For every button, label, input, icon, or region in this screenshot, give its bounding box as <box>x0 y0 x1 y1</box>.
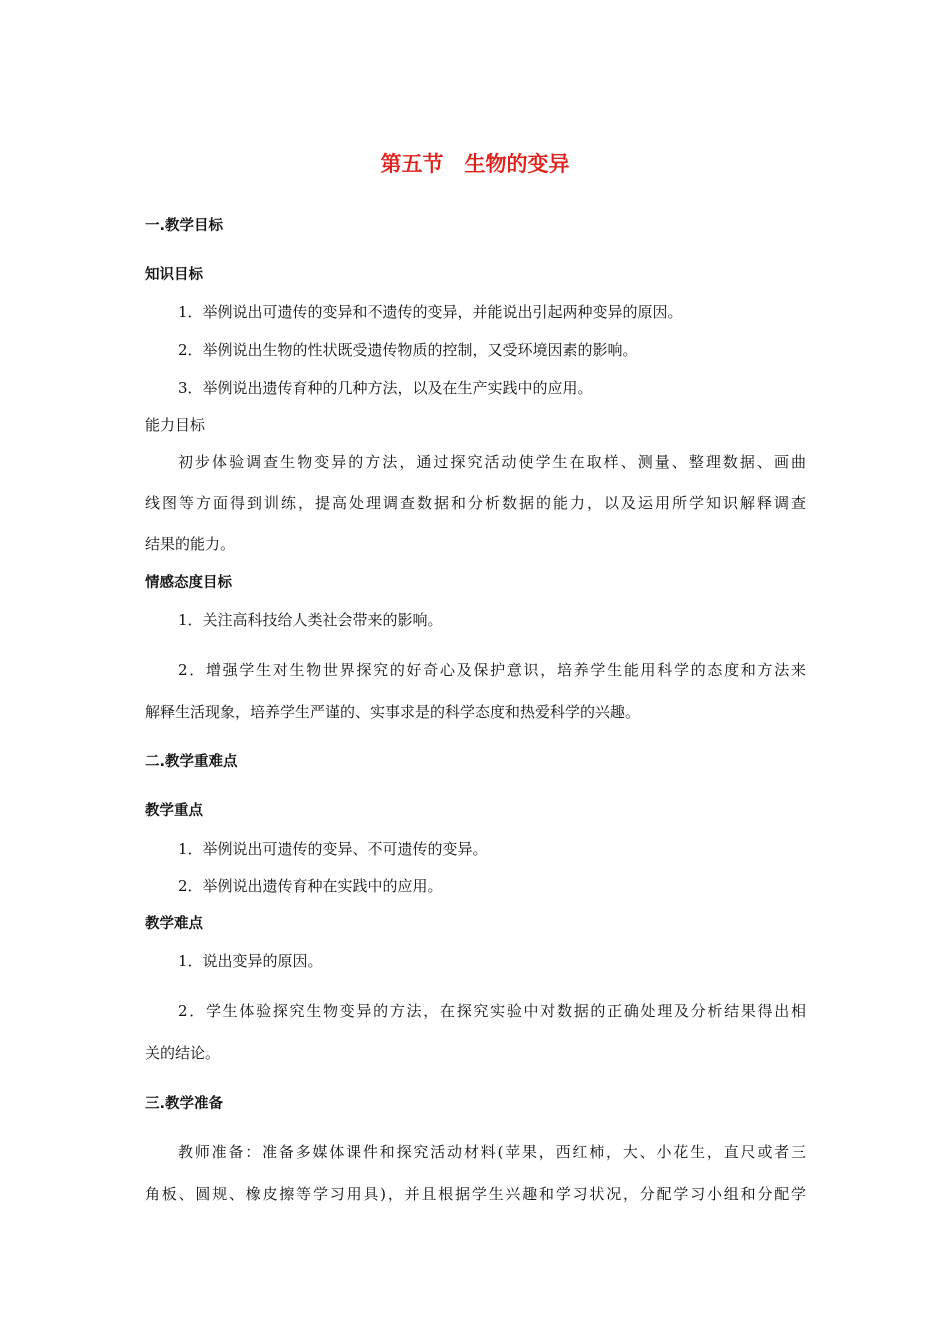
subheading-difficult: 教学难点 <box>145 916 203 932</box>
subheading-key: 教学重点 <box>145 803 203 819</box>
list-item: 1．举例说出可遗传的变异和不遗传的变异，并能说出引起两种变异的原因。 <box>178 303 683 321</box>
paragraph-line: 2．学生体验探究生物变异的方法，在探究实验中对数据的正确处理及分析结果得出相 <box>178 1002 806 1020</box>
list-item: 1．说出变异的原因。 <box>178 952 323 970</box>
paragraph-line: 关的结论。 <box>145 1044 221 1062</box>
subheading-knowledge: 知识目标 <box>145 267 203 283</box>
paragraph-line: 初步体验调查生物变异的方法，通过探究活动使学生在取样、测量、整理数据、画曲 <box>178 453 806 471</box>
section-heading-key-difficult: 二.教学重难点 <box>145 754 238 770</box>
paragraph-line: 教师准备：准备多媒体课件和探究活动材料(苹果，西红柿，大、小花生，直尺或者三 <box>178 1143 806 1161</box>
section-heading-preparation: 三.教学准备 <box>145 1096 224 1112</box>
paragraph-line: 2．增强学生对生物世界探究的好奇心及保护意识，培养学生能用科学的态度和方法来 <box>178 661 806 679</box>
list-item: 1．关注高科技给人类社会带来的影响。 <box>178 611 443 629</box>
subheading-ability: 能力目标 <box>145 416 206 434</box>
list-item: 1．举例说出可遗传的变异、不可遗传的变异。 <box>178 840 488 858</box>
paragraph-line: 角板、圆规、橡皮擦等学习用具)，并且根据学生兴趣和学习状况，分配学习小组和分配学 <box>145 1185 806 1203</box>
subheading-emotion: 情感态度目标 <box>145 575 232 591</box>
paragraph-line: 线图等方面得到训练，提高处理调查数据和分析数据的能力，以及运用所学知识解释调查 <box>145 494 806 512</box>
paragraph-line: 解释生活现象，培养学生严谨的、实事求是的科学态度和热爱科学的兴趣。 <box>145 703 641 721</box>
list-item: 3．举例说出遗传育种的几种方法，以及在生产实践中的应用。 <box>178 379 593 397</box>
section-heading-objectives: 一.教学目标 <box>145 218 224 234</box>
list-item: 2．举例说出生物的性状既受遗传物质的控制，又受环境因素的影响。 <box>178 341 638 359</box>
page-title: 第五节 生物的变异 <box>380 152 570 176</box>
paragraph-line: 结果的能力。 <box>145 535 236 553</box>
list-item: 2．举例说出遗传育种在实践中的应用。 <box>178 877 443 895</box>
